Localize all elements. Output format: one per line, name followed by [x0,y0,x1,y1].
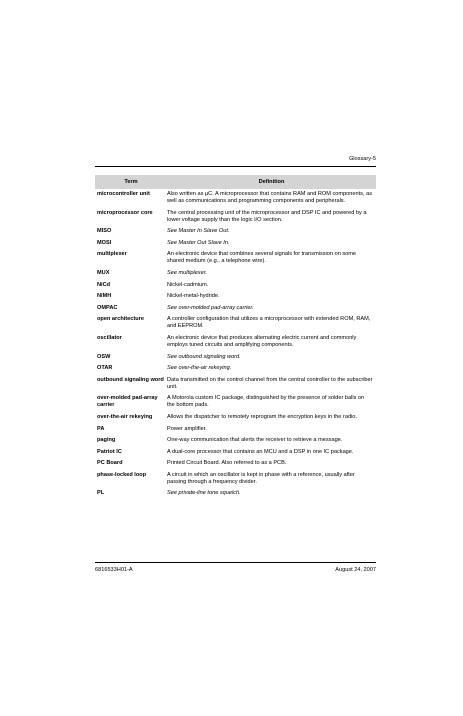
glossary-definition: See over-the-air rekeying. [167,365,232,372]
table-row [95,303,376,315]
glossary-term: paging [97,437,116,444]
glossary-term: microcontroller unit [97,191,150,197]
table-row [95,488,376,500]
glossary-definition: Printed Circuit Board. Also referred to as a PCB. [167,460,287,467]
table-row [95,352,376,364]
table-row [95,363,376,375]
glossary-term: oscillator [97,334,122,341]
glossary-definition: See outbound signaling word. [167,353,241,360]
glossary-term: phase-locked loop [97,471,147,478]
table-row [95,393,376,412]
table-row [95,226,376,238]
glossary-definition: A controller configuration that utilizes a microprocessor with extended ROM, RAM, and EEPROM. [167,316,371,330]
glossary-term: OTAR [97,365,113,372]
glossary-term: multiplexer [97,251,127,258]
table-row [95,470,376,489]
table-row [95,333,376,352]
glossary-definition: Nickel-metal-hydride. [167,293,220,300]
document-number: 6816533H01-A [95,567,133,573]
glossary-definition: An electronic device that combines several signals for transmission on some shared medium (e.g., a telephone wire). [167,251,357,265]
glossary-definition: Nickel-cadmium. [167,281,209,288]
glossary-term: PC Board [97,460,123,467]
glossary-definition: Data transmitted on the control channel from the central controller to the subscriber unit. [167,376,373,390]
column-header-term: Term [95,175,167,189]
column-header-definition: Definition [167,175,376,189]
glossary-definition: An electronic device that produces alternating electric current and commonly employs tuned circuits and amplifying components. [167,334,357,348]
publication-date: August 24, 2007 [335,567,376,573]
glossary-definition: A Motorola custom IC package, distinguished by the presence of solder balls on the bottom pads. [167,395,365,409]
table-row [95,291,376,303]
glossary-definition: A dual-core processor that contains an MCU and a DSP in one IC package. [167,448,354,455]
glossary-term: microprocessor core [97,209,153,216]
section-page-number: Glossary-5 [348,156,376,162]
glossary-term: MUX [97,269,110,276]
glossary-term: over-the-air rekeying [97,413,153,420]
table-row [95,435,376,447]
table-row [95,458,376,470]
table-row [95,447,376,459]
glossary-definition: See over-molded pad-array carrier. [167,304,254,311]
glossary-definition: Allows the dispatcher to remotely reprogram the encryption keys in the radio. [167,413,357,420]
glossary-term: OSW [97,353,111,360]
glossary-definition: One-way communication that alerts the receiver to retrieve a message. [167,437,343,444]
glossary-term: NiMH [97,293,112,300]
table-row [95,314,376,333]
glossary-definition: See Master In Slave Out. [167,228,230,235]
table-row [95,375,376,394]
glossary-table [95,175,376,500]
table-row [95,412,376,424]
table-row [95,189,376,208]
table-row [95,208,376,227]
glossary-definition: The central processing unit of the microprocessor and DSP IC and powered by a lower voltage supply than the logic I/O section. [167,209,367,223]
glossary-definition: Power amplifier. [167,425,207,432]
glossary-term: MOSI [97,239,112,246]
table-row [95,280,376,292]
table-header-row [95,175,376,189]
glossary-definition: See Master Out Slave In. [167,239,230,246]
glossary-definition: Also written as µC. A microprocessor that contains RAM and ROM components, as well as communications and programming components and peripherals. [167,191,372,204]
glossary-body [95,189,376,500]
table-row [95,424,376,436]
table-row [95,268,376,280]
glossary-term: MISO [97,228,112,235]
header-rule [95,166,376,167]
glossary-term: OMPAC [97,304,118,311]
glossary-term: open architecture [97,316,144,323]
glossary-definition: See multiplexer. [167,269,207,276]
glossary-definition: A circuit in which an oscillator is kept in phase with a reference, usually after passing through a frequency divider. [167,471,355,485]
footer-rule [95,562,376,563]
glossary-term: over-molded pad-array carrier [97,395,158,409]
glossary-term: PA [97,425,105,432]
glossary-term: PL [97,490,105,497]
glossary-term: outbound signaling word [97,376,164,383]
glossary-term: Patriot IC [97,448,122,455]
glossary-term: NiCd [97,281,111,288]
table-row [95,238,376,250]
glossary-definition: See private-line tone squelch. [167,490,241,497]
table-row [95,249,376,268]
